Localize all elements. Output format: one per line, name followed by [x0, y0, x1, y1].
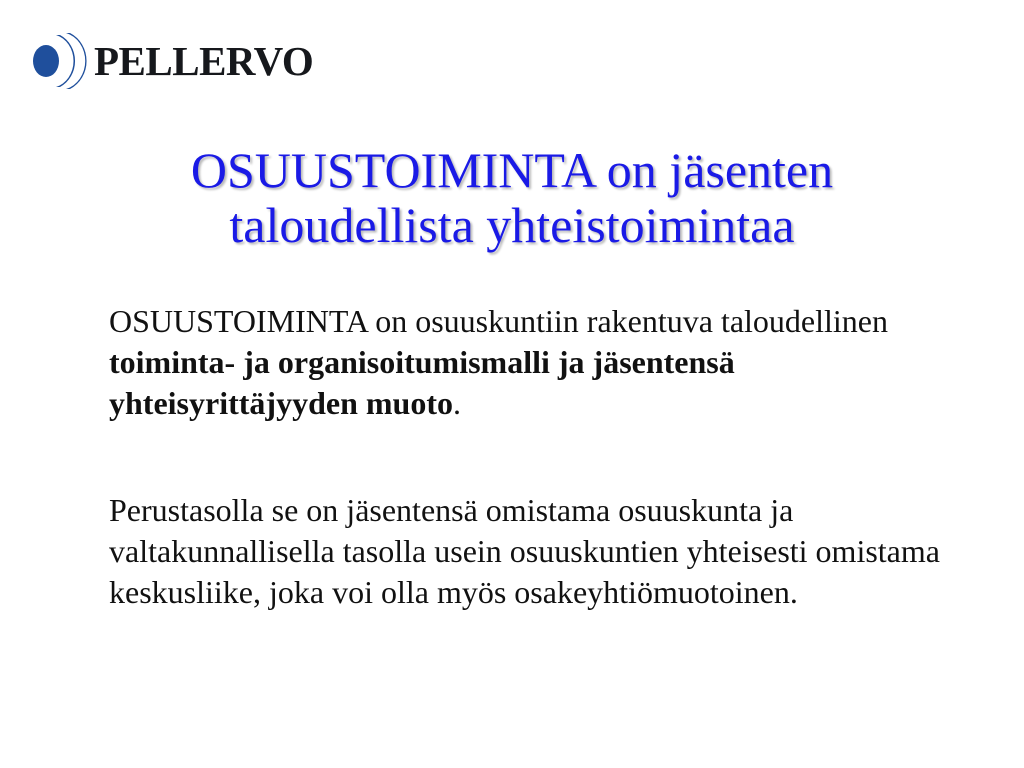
paragraph-definition — [109, 301, 989, 424]
paragraph-1-text: OSUUSTOIMINTA on osuuskuntiin rakentuva taloudellinen — [109, 303, 888, 339]
slide-title — [40, 143, 984, 253]
paragraph-2-text: Perustasolla se on jäsentensä omistama osuuskunta ja valtakunnallisella tasolla usein osuuskuntien yhteisesti omistama keskusliike, joka voi olla myös osakeyhtiömuotoinen. — [109, 492, 940, 610]
logo-text: PELLERVO — [94, 37, 314, 84]
title-line-2: taloudellista yhteistoimintaa — [229, 197, 795, 253]
title-line-1: OSUUSTOIMINTA on jäsenten — [190, 142, 834, 198]
paragraph-structure — [109, 490, 989, 613]
paragraph-1-bold: toiminta- ja organisoitumismalli ja jäsentensä yhteisyrittäjyyden muoto — [109, 344, 735, 421]
logo — [32, 30, 313, 92]
paragraph-1-end: . — [452, 385, 461, 421]
pellervo-logo-icon — [32, 30, 90, 92]
